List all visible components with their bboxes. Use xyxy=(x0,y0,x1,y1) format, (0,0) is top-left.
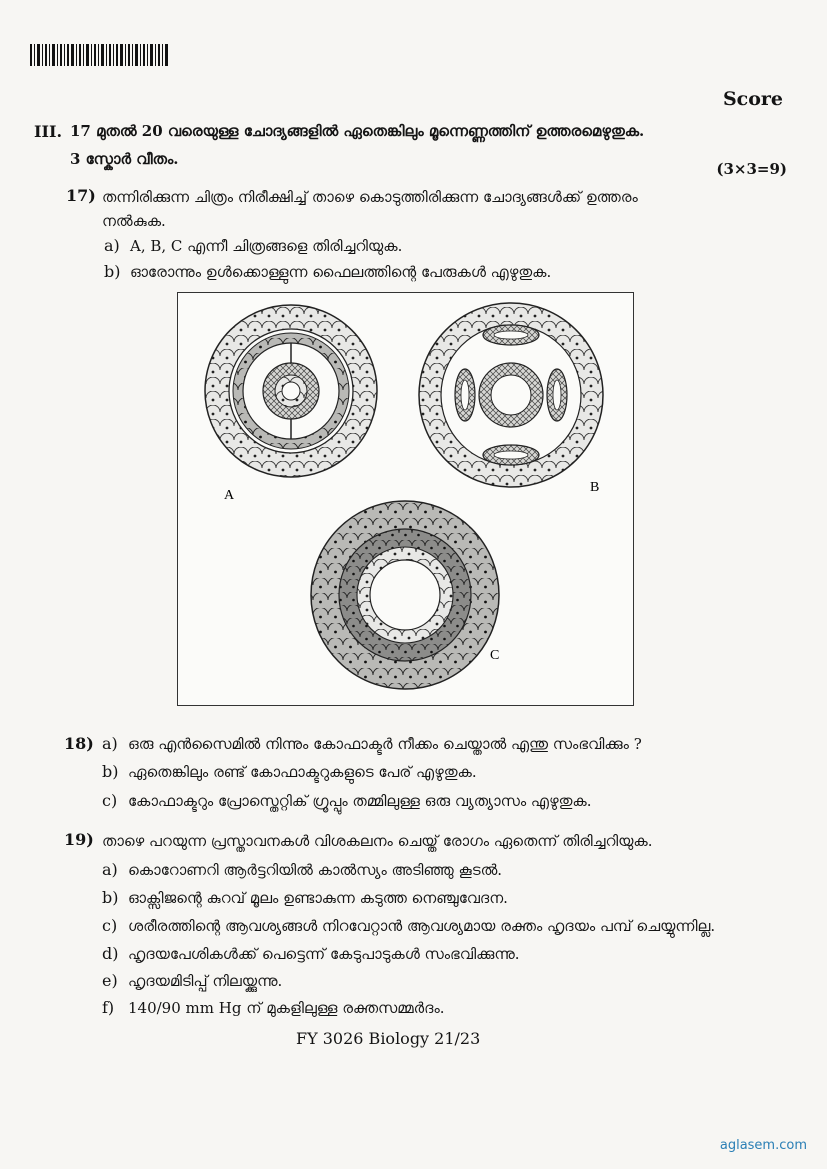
figure-drawing xyxy=(178,293,633,705)
q19-option-d-label: d) xyxy=(102,944,119,963)
q19-option-b-label: b) xyxy=(102,888,119,907)
q18-option-a-label: a) xyxy=(102,734,118,753)
figure-c xyxy=(311,501,499,689)
q19-option-c-label: c) xyxy=(102,916,118,935)
section-score-each: 3 സ്കോർ വീതം. xyxy=(70,150,179,168)
q17-option-a-text: A, B, C എന്നീ ചിത്രങ്ങളെ തിരിച്ചറിയുക. xyxy=(130,237,403,255)
q17-option-a-label: a) xyxy=(104,236,120,255)
section-marks: (3×3=9) xyxy=(716,160,787,178)
q19-text: താഴെ പറയുന്ന പ്രസ്താവനകൾ വിശകലനം ചെയ്ത് രോഗം ഏതെന്ന് തിരിച്ചറിയുക. xyxy=(102,832,653,850)
q18-option-c-text: കോഫാക്ടറും പ്രോസ്തെറ്റിക് ഗ്രൂപ്പും തമ്മിലുള്ള ഒരു വ്യത്യാസം എഴുതുക. xyxy=(128,792,592,810)
q19-option-f-text: 140/90 mm Hg ന് മുകളിലുള്ള രക്തസമ്മർദം. xyxy=(128,999,445,1017)
q18-number: 18) xyxy=(64,734,94,753)
q18-option-c-label: c) xyxy=(102,791,118,810)
q17-option-b-label: b) xyxy=(104,262,121,281)
figure-label-c: C xyxy=(490,648,500,663)
q17-text-line1: തന്നിരിക്കുന്ന ചിത്രം നിരീക്ഷിച്ച് താഴെ കൊടുത്തിരിക്കുന്ന ചോദ്യങ്ങൾക്ക് ഉത്തരം xyxy=(102,188,638,206)
score-heading: Score xyxy=(722,88,783,110)
q19-option-a-text: കൊറോണറി ആർട്ടറിയിൽ കാൽസ്യം അടിഞ്ഞു കൂടൽ. xyxy=(128,861,503,879)
q18-option-a-text: ഒരു എൻസൈമിൽ നിന്നും കോഫാക്ടർ നീക്കം ചെയ്താൽ എന്തു സംഭവിക്കും ? xyxy=(128,735,642,753)
q18-option-b-label: b) xyxy=(102,762,119,781)
q19-option-b-text: ഓക്സിജന്റെ കുറവ് മൂലം ഉണ്ടാകുന്ന കടുത്ത നെഞ്ചുവേദന. xyxy=(128,889,508,907)
q17-number: 17) xyxy=(66,186,96,205)
watermark: aglasem.com xyxy=(719,1138,807,1153)
q19-option-f-label: f) xyxy=(102,998,115,1017)
paper-code-footer: FY 3026 Biology 21/23 xyxy=(296,1029,481,1048)
q19-option-e-text: ഹൃദയമിടിപ്പ് നിലയ്ക്കുന്നു. xyxy=(128,972,283,990)
section-instruction: 17 മുതൽ 20 വരെയുള്ള ചോദ്യങ്ങളിൽ ഏതെങ്കിലും മൂന്നെണ്ണത്തിന് ഉത്തരമെഴുതുക. xyxy=(70,122,645,140)
q19-option-e-label: e) xyxy=(102,971,118,990)
figure-label-b: B xyxy=(590,480,600,495)
q19-option-a-label: a) xyxy=(102,860,118,879)
q17-text-line2: നൽകുക. xyxy=(102,212,166,230)
animal-cross-section-figure xyxy=(177,292,634,706)
q19-number: 19) xyxy=(64,830,94,849)
section-number: III. xyxy=(34,122,63,141)
barcode xyxy=(30,44,170,66)
figure-a xyxy=(205,305,377,477)
figure-label-a: A xyxy=(224,488,235,503)
q19-option-d-text: ഹൃദയപേശികൾക്ക് പെട്ടെന്ന് കേടുപാടുകൾ സംഭവിക്കുന്നു. xyxy=(128,945,520,963)
q19-option-c-text: ശരീരത്തിന്റെ ആവശ്യങ്ങൾ നിറവേറ്റാൻ ആവശ്യമായ രക്തം ഹൃദയം പമ്പ് ചെയ്യുന്നില്ല. xyxy=(128,917,716,935)
q18-option-b-text: ഏതെങ്കിലും രണ്ട് കോഫാക്ടറുകളുടെ പേര് എഴുതുക. xyxy=(128,763,477,781)
figure-b xyxy=(419,303,603,487)
q17-option-b-text: ഓരോന്നും ഉൾക്കൊള്ളുന്ന ഫൈലത്തിന്റെ പേരുകൾ എഴുതുക. xyxy=(130,263,552,281)
